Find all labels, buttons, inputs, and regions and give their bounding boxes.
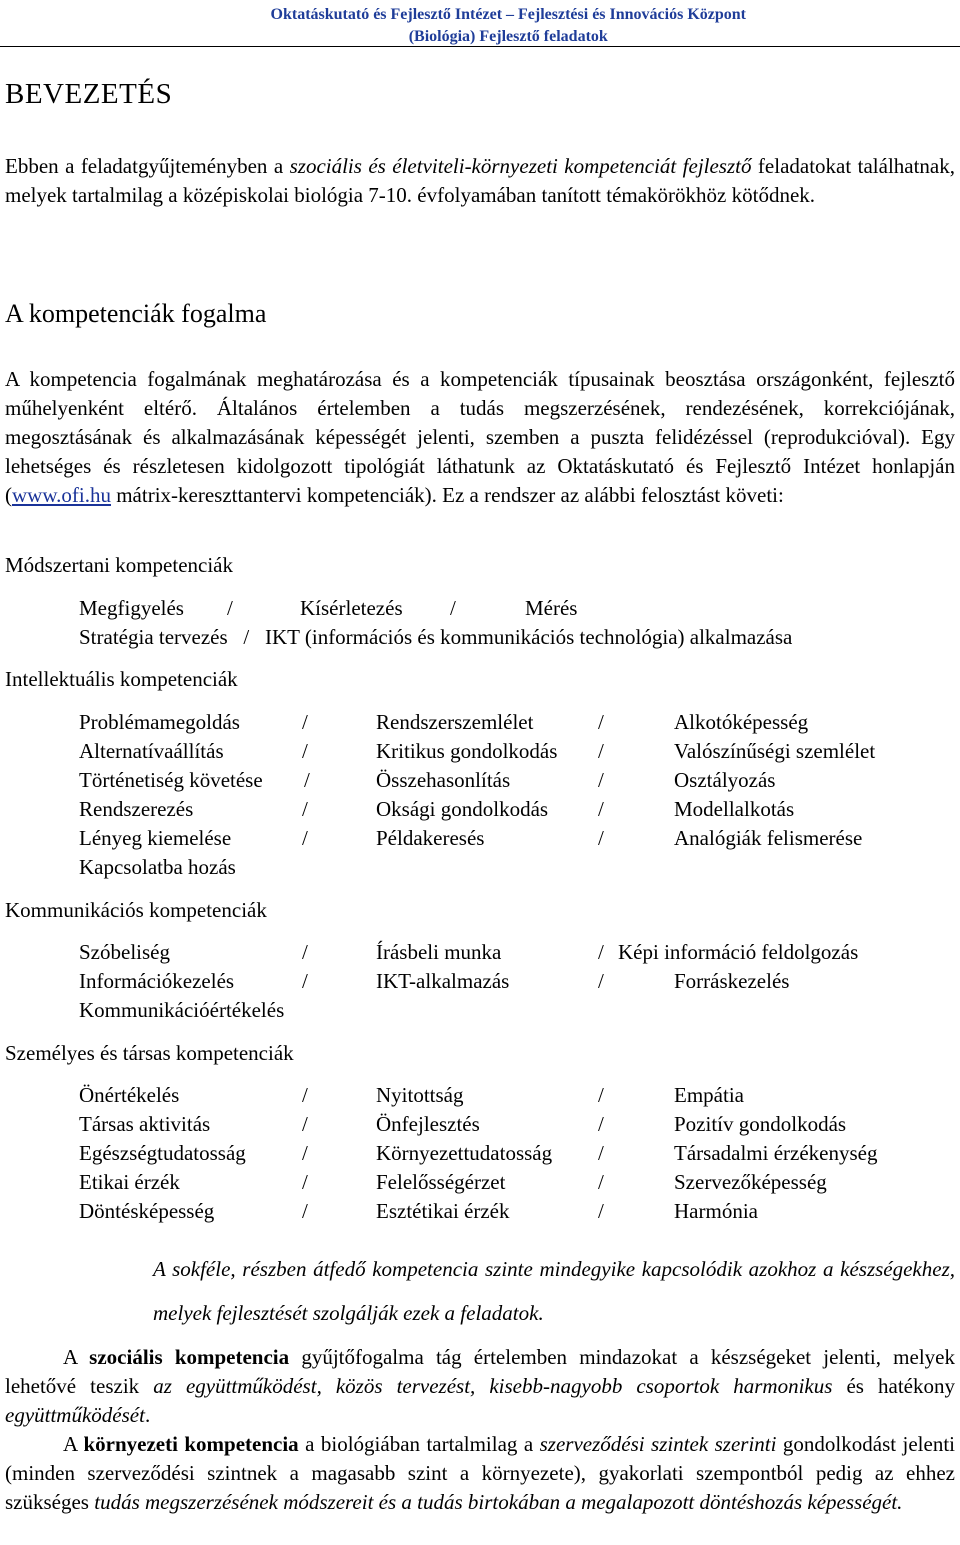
separator: / xyxy=(302,797,308,821)
separator: / xyxy=(598,1199,604,1223)
category-communication-title: Kommunikációs kompetenciák xyxy=(5,898,267,922)
separator: / xyxy=(598,710,604,734)
separator: / xyxy=(302,940,308,964)
separator: / xyxy=(302,1112,308,1136)
social-italic: az együttműködést, közös tervezést, kisebb-nagyobb csoportok harmonikus xyxy=(153,1374,833,1398)
comp-item: Lényeg kiemelése xyxy=(79,826,232,850)
document-title: BEVEZETÉS xyxy=(5,78,173,110)
env-text: a biológiában tartalmilag a xyxy=(298,1432,540,1456)
social-competence-paragraph xyxy=(5,1343,955,1430)
separator: / xyxy=(598,1083,604,1107)
separator: / xyxy=(598,768,604,792)
comp-item: Alternatívaállítás xyxy=(79,739,224,763)
social-text: gyűjtőfogalma tág értelemben mindazokat a készségeket jelenti, melyek lehetővé teszik xyxy=(5,1345,955,1398)
separator: / xyxy=(302,710,308,734)
section-title: A kompetenciák fogalma xyxy=(5,299,267,328)
env-bold: környezeti kompetencia xyxy=(83,1432,299,1456)
comp-item: Döntésképesség xyxy=(79,1199,215,1223)
separator: / xyxy=(227,596,233,620)
social-bold: szociális kompetencia xyxy=(89,1345,290,1369)
header-divider xyxy=(0,46,960,47)
separator: / xyxy=(598,1141,604,1165)
separator: / xyxy=(598,1112,604,1136)
comp-item: Történetiség követése xyxy=(79,768,263,792)
comp-item: Írásbeli munka xyxy=(376,940,502,964)
comp-item: Önfejlesztés xyxy=(376,1112,480,1136)
separator: / xyxy=(598,797,604,821)
separator: / xyxy=(302,739,308,763)
separator: / xyxy=(302,1170,308,1194)
comp-item: Forráskezelés xyxy=(674,969,790,993)
comp-item: Alkotóképesség xyxy=(674,710,809,734)
separator: / xyxy=(598,969,604,993)
separator: / xyxy=(304,768,310,792)
separator: / xyxy=(302,969,308,993)
social-text: . xyxy=(144,1403,151,1427)
comp-item: Egészségtudatosság xyxy=(79,1141,246,1165)
comp-item: Kommunikációértékelés xyxy=(79,998,285,1022)
separator: / xyxy=(302,826,308,850)
category-personal-title: Személyes és társas kompetenciák xyxy=(5,1041,294,1065)
social-text: A xyxy=(63,1345,90,1369)
header-line-2: (Biológia) Fejlesztő feladatok xyxy=(408,28,608,45)
category-intellectual-title: Intellektuális kompetenciák xyxy=(5,667,238,691)
comp-item: Nyitottság xyxy=(376,1083,464,1107)
separator: / xyxy=(598,826,604,850)
comp-item: Oksági gondolkodás xyxy=(376,797,549,821)
ofi-link[interactable]: www.ofi.hu xyxy=(12,483,111,507)
comp-item: Empátia xyxy=(674,1083,744,1107)
env-italic: tudás megszerzésének módszereit és a tudás birtokában a megalapozott döntéshozás képességét. xyxy=(94,1490,903,1514)
intro-text-2: feladatokat találhatnak, melyek tartalmilag a középiskolai biológia 7-10. évfolyamában tanított témakörökhöz kötődnek. xyxy=(5,154,956,207)
separator: / xyxy=(450,596,456,620)
separator: / xyxy=(598,1170,604,1194)
comp-item: Képi információ feldolgozás xyxy=(618,940,859,964)
env-text: gondolkodást jelenti (minden szerveződési szintnek a magasabb szint a környezete), gyakorlati szempontból pedig az ehhez szükséges xyxy=(5,1432,955,1514)
comp-item: Problémamegoldás xyxy=(79,710,240,734)
category-methodological-title: Módszertani kompetenciák xyxy=(5,553,234,577)
comp-item: Analógiák felismerése xyxy=(674,826,863,850)
comp-item: Mérés xyxy=(525,596,578,620)
page-header xyxy=(271,4,746,48)
social-text: és hatékony xyxy=(832,1374,955,1398)
comp-item: Társas aktivitás xyxy=(79,1112,211,1136)
comp-item: Harmónia xyxy=(674,1199,758,1223)
comp-item: Modellalkotás xyxy=(674,797,795,821)
comp-item: Esztétikai érzék xyxy=(376,1199,510,1223)
comp-item: Felelősségérzet xyxy=(376,1170,506,1194)
social-italic: együttműködését xyxy=(5,1403,145,1427)
intro-text-1: Ebben a feladatgyűjteményben a xyxy=(5,154,290,178)
separator: / xyxy=(598,940,604,964)
env-italic: szerveződési szintek szerinti xyxy=(539,1432,777,1456)
comp-item: Szóbeliség xyxy=(79,940,170,964)
comp-item: Valószínűségi szemlélet xyxy=(674,739,876,763)
comp-item: IKT-alkalmazás xyxy=(376,969,510,993)
comp-item: Önértékelés xyxy=(79,1083,180,1107)
comp-item: Kritikus gondolkodás xyxy=(376,739,558,763)
comp-item: Információkezelés xyxy=(79,969,235,993)
comp-item: Rendszerszemlélet xyxy=(376,710,534,734)
comp-item: Megfigyelés xyxy=(79,596,184,620)
comp-item: Stratégia tervezés / IKT (információs és kommunikációs technológia) alkalmazása xyxy=(79,625,793,649)
comp-item: Társadalmi érzékenység xyxy=(674,1141,878,1165)
intro-paragraph xyxy=(5,152,955,210)
comp-item: Szervezőképesség xyxy=(674,1170,827,1194)
separator: / xyxy=(302,1083,308,1107)
comp-item: Példakeresés xyxy=(376,826,485,850)
definition-text-1: A kompetencia fogalmának meghatározása és a kompetenciák típusainak beosztása országonként, fejlesztő műhelyenként eltérő. Általános értelemben a tudás megszerzésének, rendezésének, korrekciójának, megosztásának és alkalmazásának képességét jelenti, szemben a puszta felidézéssel (reprodukcióval). Egy lehetséges és részletesen kidolgozott tipológiát láthatunk az Oktatáskutató és Fejlesztő Intézet honlapján ( xyxy=(5,367,955,507)
comp-item: Rendszerezés xyxy=(79,797,194,821)
definition-paragraph xyxy=(5,365,955,510)
comp-item: Kapcsolatba hozás xyxy=(79,855,236,879)
comp-item: Kísérletezés xyxy=(300,596,403,620)
separator: / xyxy=(302,1141,308,1165)
intro-italic: szociális és életviteli-környezeti kompetenciát fejlesztő xyxy=(289,154,752,178)
comp-item: Pozitív gondolkodás xyxy=(674,1112,847,1136)
comp-item: Környezettudatosság xyxy=(376,1141,553,1165)
separator: / xyxy=(302,1199,308,1223)
comp-item: Összehasonlítás xyxy=(376,768,511,792)
comp-item: Osztályozás xyxy=(674,768,776,792)
summary-note: A sokféle, részben átfedő kompetencia szinte mindegyike kapcsolódik azokhoz a készségekhez, melyek fejlesztését szolgálják ezek a feladatok. xyxy=(153,1257,955,1325)
environmental-competence-paragraph xyxy=(5,1430,955,1517)
header-line-1: Oktatáskutató és Fejlesztő Intézet – Fejlesztési és Innovációs Központ xyxy=(270,6,746,23)
comp-item: Etikai érzék xyxy=(79,1170,180,1194)
env-text: A xyxy=(63,1432,84,1456)
separator: / xyxy=(598,739,604,763)
definition-text-2: mátrix-kereszttantervi kompetenciák). Ez a rendszer az alábbi felosztást követi: xyxy=(110,483,784,507)
